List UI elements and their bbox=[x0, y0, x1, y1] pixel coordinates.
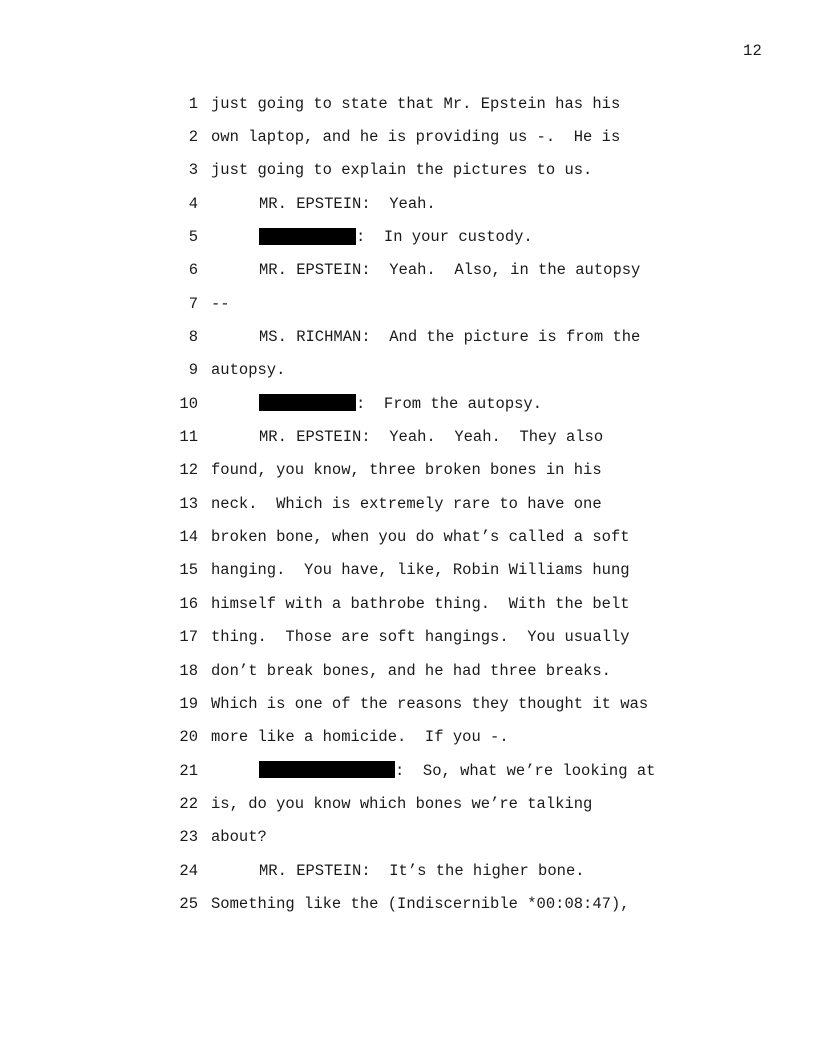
transcript-line bbox=[172, 554, 772, 587]
line-number: 10 bbox=[179, 394, 198, 413]
redaction-box bbox=[259, 761, 395, 778]
line-number: 6 bbox=[188, 261, 198, 280]
transcript-line bbox=[172, 487, 772, 520]
line-number: 5 bbox=[188, 228, 198, 247]
line-number: 3 bbox=[188, 161, 198, 180]
line-number: 13 bbox=[179, 494, 198, 513]
line-number: 11 bbox=[179, 428, 198, 447]
line-number: 9 bbox=[188, 361, 198, 380]
line-text: own laptop, and he is providing us -. He is bbox=[211, 128, 621, 147]
line-number: 24 bbox=[179, 861, 198, 880]
line-number: 14 bbox=[179, 528, 198, 547]
transcript-line bbox=[172, 821, 772, 854]
line-text: autopsy. bbox=[211, 361, 286, 380]
line-number: 15 bbox=[179, 561, 198, 580]
line-text: MS. RICHMAN: And the picture is from the bbox=[259, 328, 641, 347]
transcript-line bbox=[172, 420, 772, 453]
transcript-line bbox=[172, 220, 772, 253]
transcript-line bbox=[172, 854, 772, 887]
transcript-line bbox=[172, 154, 772, 187]
transcript-line bbox=[172, 754, 772, 787]
line-number: 21 bbox=[179, 761, 198, 780]
page-number: 12 bbox=[742, 42, 762, 60]
transcript-line bbox=[172, 287, 772, 320]
line-text: : So, what we’re looking at bbox=[395, 761, 656, 780]
transcript-line bbox=[172, 621, 772, 654]
redaction-box bbox=[259, 394, 356, 411]
transcript-line bbox=[172, 120, 772, 153]
line-number: 4 bbox=[188, 194, 198, 213]
transcript-line bbox=[172, 254, 772, 287]
transcript-line bbox=[172, 387, 772, 420]
transcript-line bbox=[172, 787, 772, 820]
line-text: broken bone, when you do what’s called a soft bbox=[211, 528, 630, 547]
line-number: 1 bbox=[188, 94, 198, 113]
line-text: -- bbox=[211, 294, 230, 313]
line-text: Something like the (Indiscernible *00:08:47), bbox=[211, 894, 630, 913]
line-text: about? bbox=[211, 828, 267, 847]
line-text: neck. Which is extremely rare to have one bbox=[211, 494, 602, 513]
redaction-box bbox=[259, 228, 356, 245]
line-text: just going to state that Mr. Epstein has his bbox=[211, 94, 621, 113]
transcript-line bbox=[172, 520, 772, 553]
transcript-line bbox=[172, 887, 772, 920]
line-text: Which is one of the reasons they thought it was bbox=[211, 694, 649, 713]
line-number: 17 bbox=[179, 628, 198, 647]
transcript-line bbox=[172, 587, 772, 620]
transcript-line bbox=[172, 687, 772, 720]
line-number: 19 bbox=[179, 694, 198, 713]
line-text: is, do you know which bones we’re talking bbox=[211, 794, 593, 813]
line-number: 23 bbox=[179, 828, 198, 847]
line-text: : From the autopsy. bbox=[356, 394, 543, 413]
line-text: hanging. You have, like, Robin Williams hung bbox=[211, 561, 630, 580]
line-number: 20 bbox=[179, 728, 198, 747]
transcript-line bbox=[172, 721, 772, 754]
transcript-line bbox=[172, 87, 772, 120]
line-number: 2 bbox=[188, 128, 198, 147]
line-number: 22 bbox=[179, 794, 198, 813]
line-text: : In your custody. bbox=[356, 228, 533, 247]
line-text: MR. EPSTEIN: Yeah. Yeah. They also bbox=[259, 428, 604, 447]
line-text: more like a homicide. If you -. bbox=[211, 728, 509, 747]
transcript-body bbox=[172, 87, 772, 921]
line-number: 7 bbox=[188, 294, 198, 313]
line-text: himself with a bathrobe thing. With the belt bbox=[211, 594, 630, 613]
line-number: 16 bbox=[179, 594, 198, 613]
transcript-line bbox=[172, 187, 772, 220]
line-text: found, you know, three broken bones in his bbox=[211, 461, 602, 480]
line-text: MR. EPSTEIN: Yeah. Also, in the autopsy bbox=[259, 261, 641, 280]
line-text: don’t break bones, and he had three breaks. bbox=[211, 661, 611, 680]
line-text: MR. EPSTEIN: It’s the higher bone. bbox=[259, 861, 585, 880]
line-text: thing. Those are soft hangings. You usually bbox=[211, 628, 630, 647]
line-number: 25 bbox=[179, 894, 198, 913]
line-text: just going to explain the pictures to us. bbox=[211, 161, 593, 180]
line-number: 8 bbox=[188, 328, 198, 347]
line-number: 18 bbox=[179, 661, 198, 680]
transcript-line bbox=[172, 454, 772, 487]
transcript-line bbox=[172, 654, 772, 687]
transcript-line bbox=[172, 354, 772, 387]
line-text: MR. EPSTEIN: Yeah. bbox=[259, 194, 436, 213]
line-number: 12 bbox=[179, 461, 198, 480]
transcript-line bbox=[172, 320, 772, 353]
